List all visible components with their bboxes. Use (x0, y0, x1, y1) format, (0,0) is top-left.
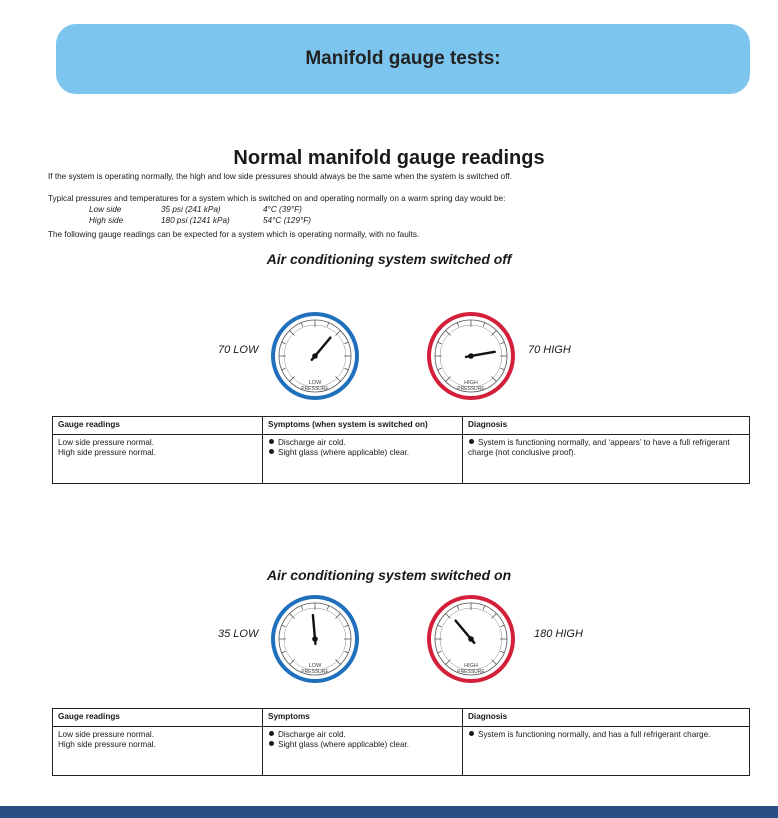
symptom-text: Discharge air cold. (278, 729, 346, 739)
gauge-face-label: LOW (308, 380, 322, 386)
gauge-face-label: PRESSURE (457, 669, 485, 675)
readings-cell (53, 434, 263, 483)
symptom-text: Discharge air cold. (278, 437, 346, 447)
bullet-icon (269, 449, 274, 454)
readings-cell (53, 726, 263, 775)
high-reading-label-on: 180 HIGH (534, 628, 583, 640)
gauge-face-label: HIGH (464, 663, 478, 669)
gauge-face-label: PRESSURE (301, 669, 329, 675)
diagnosis-table-on (52, 708, 750, 776)
low-pressure-gauge-off (269, 310, 361, 402)
high-pressure-gauge-on (425, 593, 517, 685)
spec-temp: 54°C (129°F) (263, 216, 311, 225)
spec-side: High side (89, 216, 124, 225)
page-banner (56, 24, 750, 94)
bullet-icon (269, 731, 274, 736)
symptom-item (268, 448, 457, 459)
table-row (53, 726, 750, 775)
banner-title: Manifold gauge tests: (305, 48, 501, 69)
header-diagnosis: Diagnosis (463, 709, 750, 727)
symptoms-cell (263, 434, 463, 483)
low-pressure-gauge-on (269, 593, 361, 685)
diagnosis-cell (463, 726, 750, 775)
spec-pressure: 35 psi (241 kPa) (161, 205, 221, 214)
diagnosis-text: System is functioning normally, and has a full refrigerant charge. (478, 729, 711, 739)
intro-paragraph-3: The following gauge readings can be expected for a system which is operating normally, with no faults. (48, 230, 420, 239)
spec-temp: 4°C (39°F) (263, 205, 302, 214)
spec-row-low (89, 204, 302, 215)
gauge-face-label: LOW (308, 663, 322, 669)
section-title-off: Air conditioning system switched off (266, 251, 512, 267)
spec-pressure: 180 psi (1241 kPa) (161, 216, 230, 225)
diagnosis-text: System is functioning normally, and ‘appears’ to have a full refrigerant charge (not conclusive proof). (468, 437, 730, 457)
high-reading-label-off: 70 HIGH (528, 344, 571, 356)
symptom-text: Sight glass (where applicable) clear. (278, 740, 410, 749)
header-gauge-readings: Gauge readings (53, 417, 263, 435)
gauge-needle-hub (312, 636, 318, 642)
symptoms-cell (263, 726, 463, 775)
spec-side: Low side (89, 205, 122, 214)
table-header-row (53, 417, 750, 435)
reading-line: High side pressure normal. (58, 740, 156, 749)
bullet-icon (269, 741, 274, 746)
symptom-text: Sight glass (where applicable) clear. (278, 448, 410, 457)
table-row (53, 434, 750, 483)
gauge-face-label: PRESSURE (301, 386, 329, 392)
main-title: Normal manifold gauge readings (233, 147, 545, 169)
low-reading-label-off: 70 LOW (218, 344, 259, 356)
reading-line: Low side pressure normal. (58, 729, 155, 739)
gauge-needle-hub (468, 353, 474, 359)
gauge-face-label: PRESSURE (457, 386, 485, 392)
intro-paragraph-2: Typical pressures and temperatures for a system which is switched on and operating normally on a warm spring day would be: (48, 194, 506, 203)
header-diagnosis: Diagnosis (463, 417, 750, 435)
reading-line: Low side pressure normal. (58, 437, 155, 447)
header-symptoms: Symptoms (when system is switched on) (263, 417, 463, 435)
gauge-needle-hub (312, 353, 318, 359)
low-reading-label-on: 35 LOW (218, 628, 259, 640)
table-header-row (53, 709, 750, 727)
header-gauge-readings: Gauge readings (53, 709, 263, 727)
header-symptoms: Symptoms (263, 709, 463, 727)
high-pressure-gauge-off (425, 310, 517, 402)
bullet-icon (269, 439, 274, 444)
bullet-icon (469, 731, 474, 736)
symptom-item (268, 740, 457, 751)
diagnosis-cell (463, 434, 750, 483)
gauge-needle-hub (468, 636, 474, 642)
spec-row-high (89, 215, 311, 226)
intro-paragraph-1: If the system is operating normally, the high and low side pressures should always be the same when the system is switched off. (48, 172, 512, 181)
diagnosis-item (468, 730, 744, 741)
section-title-on: Air conditioning system switched on (266, 567, 512, 583)
reading-line: High side pressure normal. (58, 448, 156, 457)
symptom-item (268, 438, 457, 449)
diagnosis-item (468, 438, 744, 459)
symptom-item (268, 730, 457, 741)
bullet-icon (469, 439, 474, 444)
diagnosis-table-off (52, 416, 750, 484)
gauge-face-label: HIGH (464, 380, 478, 386)
footer-bar (0, 806, 778, 818)
